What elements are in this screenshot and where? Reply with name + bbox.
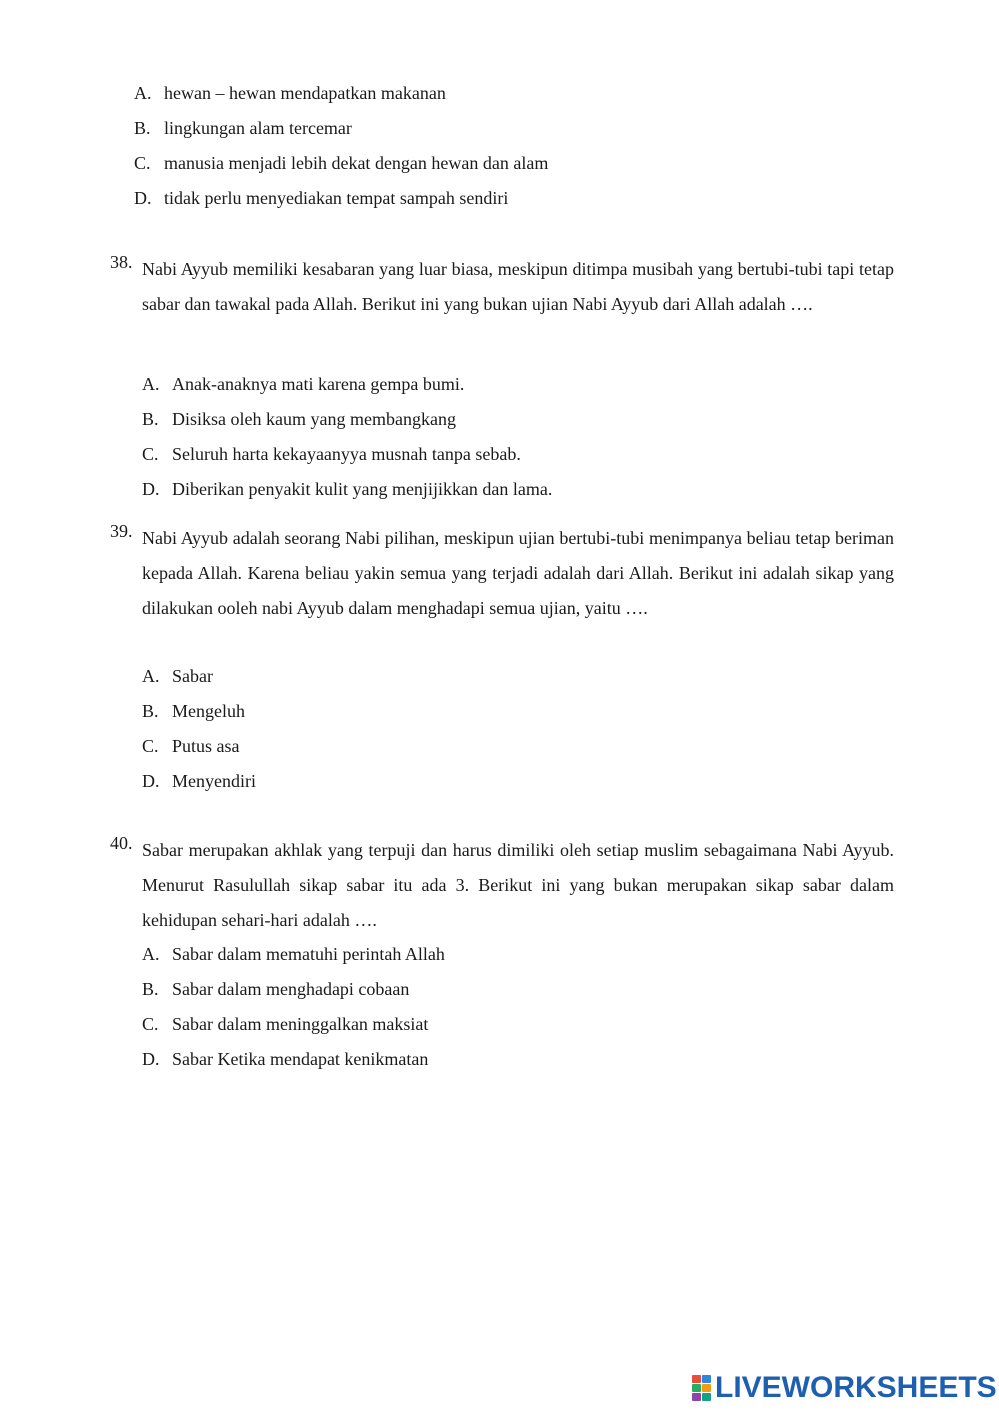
question-39 <box>110 521 894 626</box>
q37-option-c[interactable] <box>134 152 548 174</box>
option-letter: C. <box>134 153 151 173</box>
option-text: Menyendiri <box>172 771 256 791</box>
question-38 <box>110 252 894 322</box>
q39-option-a[interactable] <box>142 665 213 687</box>
option-letter: C. <box>142 1014 159 1034</box>
question-number: 40. <box>110 833 133 853</box>
option-letter: A. <box>142 374 160 394</box>
option-letter: A. <box>142 666 160 686</box>
option-text: Disiksa oleh kaum yang membangkang <box>172 409 456 429</box>
option-letter: A. <box>134 83 152 103</box>
option-letter: D. <box>142 771 160 791</box>
option-letter: B. <box>142 409 159 429</box>
q38-option-b[interactable] <box>142 408 456 430</box>
q39-option-d[interactable] <box>142 770 256 792</box>
question-number: 39. <box>110 521 133 541</box>
option-letter: D. <box>142 479 160 499</box>
option-letter: C. <box>142 444 159 464</box>
q38-option-a[interactable] <box>142 373 464 395</box>
question-text: Nabi Ayyub memiliki kesabaran yang luar biasa, meskipun ditimpa musibah yang bertubi-tubi tapi tetap sabar dan tawakal pada Allah. Berikut ini yang bukan ujian Nabi Ayyub dari Allah adalah …. <box>142 259 894 314</box>
option-text: Sabar dalam mematuhi perintah Allah <box>172 944 445 964</box>
option-text: Diberikan penyakit kulit yang menjijikkan dan lama. <box>172 479 553 499</box>
option-text: Sabar <box>172 666 213 686</box>
option-letter: D. <box>134 188 152 208</box>
question-text: Nabi Ayyub adalah seorang Nabi pilihan, meskipun ujian bertubi-tubi menimpanya beliau tetap beriman kepada Allah. Karena beliau yakin semua yang terjadi adalah dari Allah. Berikut ini adalah sikap yang dilakukan ooleh nabi Ayyub dalam menghadapi semua ujian, yaitu …. <box>142 528 894 618</box>
option-text: Sabar Ketika mendapat kenikmatan <box>172 1049 429 1069</box>
option-letter: C. <box>142 736 159 756</box>
question-40 <box>110 833 894 938</box>
q40-option-b[interactable] <box>142 978 409 1000</box>
option-letter: B. <box>142 701 159 721</box>
q38-option-c[interactable] <box>142 443 521 465</box>
q39-option-b[interactable] <box>142 700 245 722</box>
q37-option-a[interactable] <box>134 82 446 104</box>
q39-option-c[interactable] <box>142 735 240 757</box>
option-text: Seluruh harta kekayaanyya musnah tanpa sebab. <box>172 444 521 464</box>
option-text: Putus asa <box>172 736 240 756</box>
logo-text: LIVEWORKSHEETS <box>715 1371 997 1404</box>
option-text: Mengeluh <box>172 701 245 721</box>
option-text: Sabar dalam menghadapi cobaan <box>172 979 410 999</box>
option-text: lingkungan alam tercemar <box>164 118 352 138</box>
q40-option-a[interactable] <box>142 943 445 965</box>
option-letter: D. <box>142 1049 160 1069</box>
question-text: Sabar merupakan akhlak yang terpuji dan harus dimiliki oleh setiap muslim sebagaimana Nabi Ayyub. Menurut Rasulullah sikap sabar itu ada 3. Berikut ini yang bukan merupakan sikap sabar dalam kehidupan sehari-hari adalah …. <box>142 840 894 930</box>
option-text: Sabar dalam meninggalkan maksiat <box>172 1014 429 1034</box>
question-number: 38. <box>110 252 133 272</box>
liveworksheets-logo-icon <box>692 1375 711 1401</box>
option-letter: A. <box>142 944 160 964</box>
option-text: tidak perlu menyediakan tempat sampah sendiri <box>164 188 509 208</box>
option-letter: B. <box>134 118 151 138</box>
q40-option-d[interactable] <box>142 1048 428 1070</box>
q38-option-d[interactable] <box>142 478 552 500</box>
q37-option-b[interactable] <box>134 117 352 139</box>
option-text: Anak-anaknya mati karena gempa bumi. <box>172 374 465 394</box>
q37-option-d[interactable] <box>134 187 508 209</box>
option-text: manusia menjadi lebih dekat dengan hewan dan alam <box>164 153 549 173</box>
option-text: hewan – hewan mendapatkan makanan <box>164 83 446 103</box>
liveworksheets-logo[interactable] <box>692 1371 997 1404</box>
q40-option-c[interactable] <box>142 1013 428 1035</box>
option-letter: B. <box>142 979 159 999</box>
